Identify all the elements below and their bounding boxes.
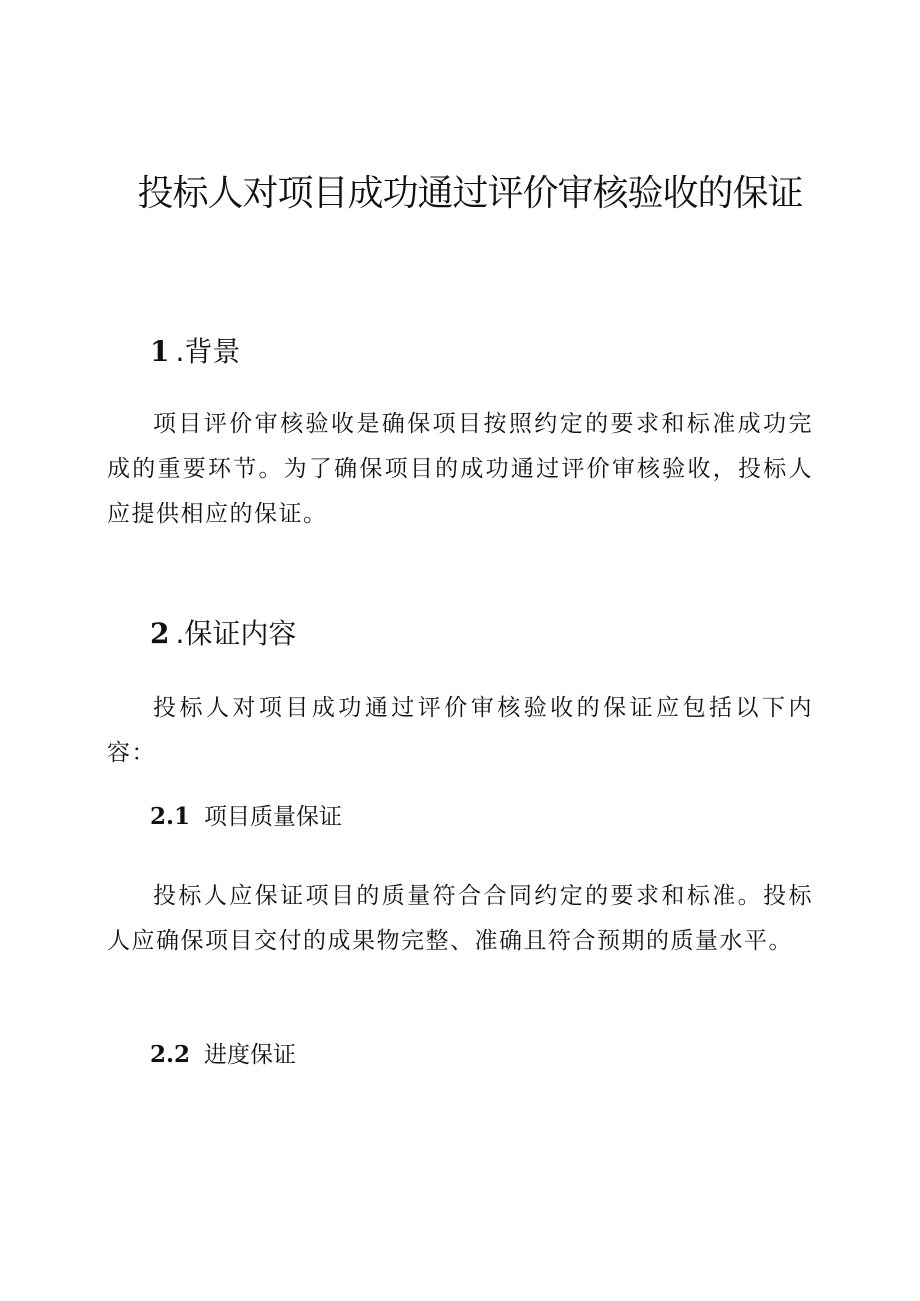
section-heading-guarantee [150, 616, 296, 652]
quality-paragraph: 投标人应保证项目的质量符合合同约定的要求和标准。投标人应确保项目交付的成果物完整、准确且符合预期的质量水平。 [107, 883, 813, 954]
section-title: .背景 [175, 335, 241, 368]
subsection-title: 项目质量保证 [204, 804, 343, 830]
subsection-title: 进度保证 [204, 1042, 297, 1068]
subsection-heading-quality [150, 802, 342, 832]
subsection-heading-schedule [150, 1040, 296, 1070]
section-number: 1 [150, 335, 170, 368]
subsection-number: 2.1 [150, 803, 191, 830]
section-number: 2 [150, 617, 170, 650]
section-heading-background [150, 334, 240, 370]
background-paragraph: 项目评价审核验收是确保项目按照约定的要求和标准成功完成的重要环节。为了确保项目的成功通过评价审核验收，投标人应提供相应的保证。 [107, 411, 813, 527]
guarantee-intro-paragraph: 投标人对项目成功通过评价审核验收的保证应包括以下内容： [107, 695, 813, 766]
subsection-number: 2.2 [150, 1041, 191, 1068]
section-title: .保证内容 [175, 617, 297, 650]
document-title: 投标人对项目成功通过评价审核验收的保证 [137, 173, 803, 214]
